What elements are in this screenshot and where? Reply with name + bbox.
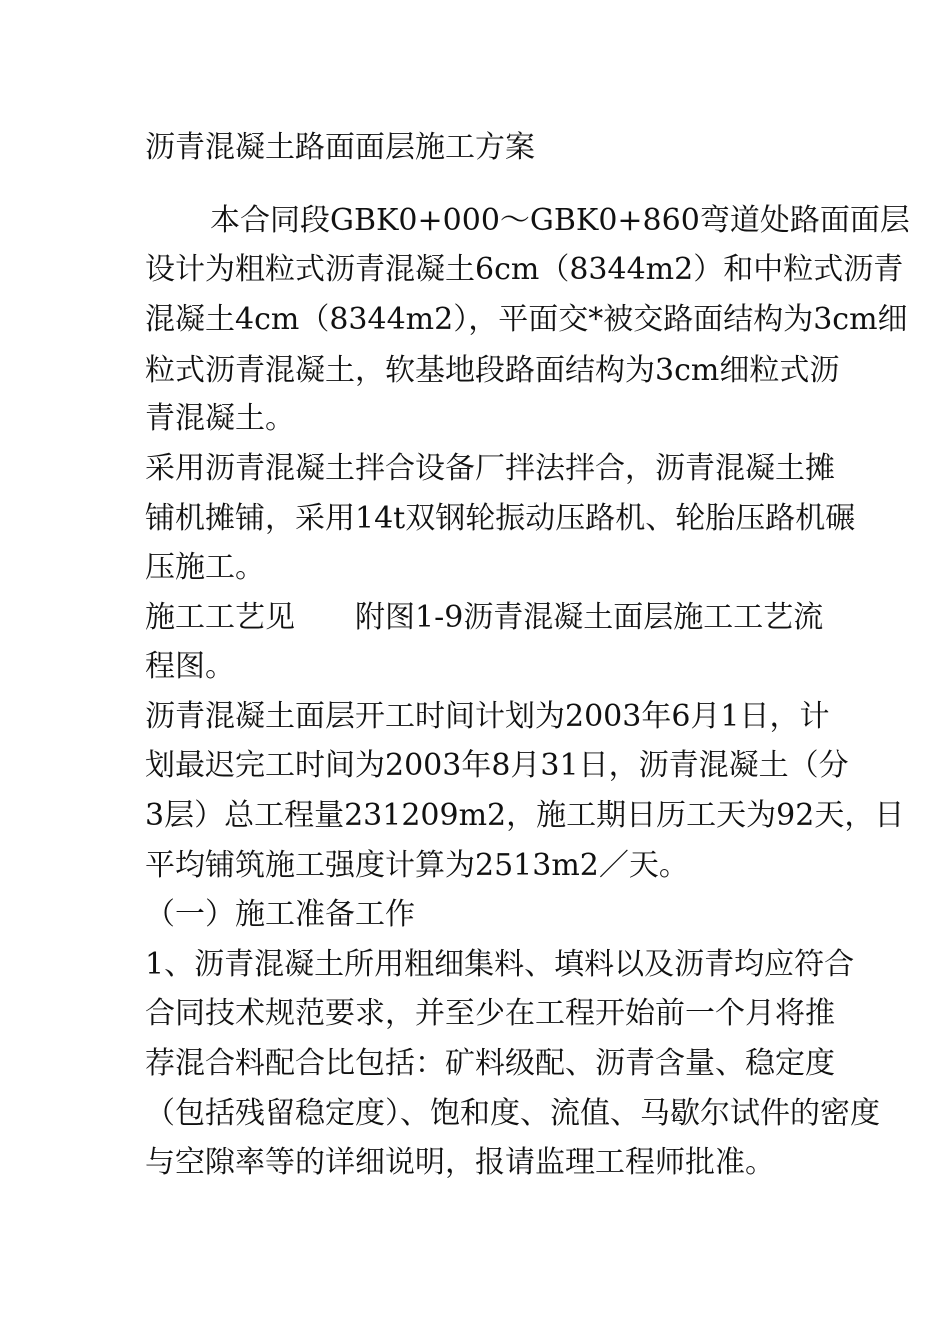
section-heading: （一）施工准备工作 [145,897,415,932]
paragraph-line: 设计为粗粒式沥青混凝土6cm（8344m2）和中粒式沥青 [145,252,904,287]
paragraph-line: 粒式沥青混凝土，软基地段路面结构为3cm细粒式沥 [145,353,840,388]
paragraph-line: 铺机摊铺，采用14t双钢轮振动压路机、轮胎压路机碾 [145,501,856,536]
paragraph-line: 压施工。 [145,550,265,585]
paragraph-line: 平均铺筑施工强度计算为2513m2／天。 [145,848,689,883]
paragraph-line: 青混凝土。 [145,401,295,436]
paragraph-line: 划最迟完工时间为2003年8月31日，沥青混凝土（分 [145,748,849,783]
paragraph-line: 1、沥青混凝土所用粗细集料、填料以及沥青均应符合 [145,947,855,982]
paragraph-line: 混凝土4cm（8344m2），平面交*被交路面结构为3cm细 [145,302,908,337]
paragraph-line: 采用沥青混凝土拌合设备厂拌法拌合，沥青混凝土摊 [145,451,835,486]
paragraph-line: （包括残留稳定度）、饱和度、流值、马歇尔试件的密度 [145,1096,880,1131]
paragraph-line: 沥青混凝土面层开工时间计划为2003年6月1日，计 [145,699,830,734]
document-title: 沥青混凝土路面面层施工方案 [145,130,535,165]
paragraph-line: 3层）总工程量231209m2，施工期日历工天为92天，日 [145,798,905,833]
paragraph-line: 施工工艺见 附图1-9沥青混凝土面层施工工艺流 [145,600,824,635]
paragraph-line: 与空隙率等的详细说明，报请监理工程师批准。 [145,1145,775,1180]
paragraph-line: 荐混合料配合比包括：矿料级配、沥青含量、稳定度 [145,1046,835,1081]
paragraph-line: 本合同段GBK0+000～GBK0+860弯道处路面面层 [210,203,910,238]
paragraph-line: 合同技术规范要求，并至少在工程开始前一个月将推 [145,996,835,1031]
paragraph-line: 程图。 [145,649,235,684]
